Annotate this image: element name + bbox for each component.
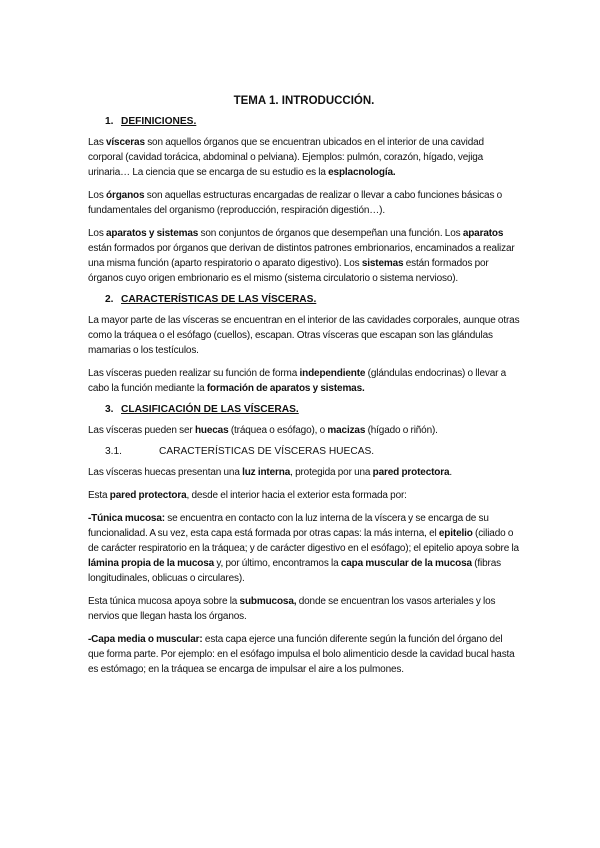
text-run: La mayor parte de las vísceras se encuentran en el interior de las cavidades corporales, aunque otras como la tráquea o el esófago (cuellos), escapan. Otras vísceras que escapan son las glándulas mamarias o los testículos.	[88, 315, 520, 356]
section-title: CARACTERÍSTICAS DE VÍSCERAS HUECAS.	[159, 446, 375, 457]
section-number: 3.	[105, 404, 114, 415]
bold-term: aparatos y sistemas	[106, 228, 199, 239]
paragraph	[88, 632, 520, 677]
text-run: , protegida por una	[290, 467, 373, 478]
text-run: (ciliado o de carácter respiratorio en la tráquea; y de carácter digestivo en el esófago); el epitelio apoya sobre la	[88, 528, 519, 554]
bold-term: pared protectora	[109, 490, 187, 501]
text-run: Los	[88, 190, 107, 201]
text-run: Las vísceras huecas presentan una	[88, 467, 243, 478]
text-run: están formados por órganos que derivan de distintos patrones embrionarios, encaminados a realizar una misma función (aparto respiratorio o aparato digestivo). Los	[88, 243, 515, 269]
paragraph	[88, 135, 520, 180]
section-number: 3.1.	[105, 446, 122, 457]
section-heading-caracteristicas	[105, 294, 520, 305]
text-run: Las	[88, 137, 107, 148]
bold-term: epitelio	[438, 528, 473, 539]
document-page	[88, 95, 520, 685]
text-run: Las vísceras pueden ser	[88, 425, 195, 436]
text-run: Los	[88, 228, 107, 239]
text-run: se encuentra en contacto con la luz interna de la víscera y se encarga de su funcionalidad. A su vez, esta capa está formada por otras capas: la más interna, el	[88, 513, 489, 539]
bold-term: -Túnica mucosa:	[88, 513, 165, 524]
section-title: DEFINICIONES.	[121, 116, 197, 127]
text-run: son conjuntos de órganos que desempeñan una función. Los	[198, 228, 463, 239]
bold-term: luz interna	[242, 467, 291, 478]
paragraph	[88, 313, 520, 358]
bold-term: aparatos	[462, 228, 504, 239]
text-run: Esta túnica mucosa apoya sobre la	[88, 596, 240, 607]
bold-term: independiente	[299, 368, 366, 379]
text-run: Las vísceras pueden realizar su función de forma	[88, 368, 300, 379]
paragraph	[88, 488, 520, 503]
paragraph	[88, 188, 520, 218]
bold-term: capa muscular de la mucosa	[340, 558, 472, 569]
bold-term: pared protectora	[372, 467, 450, 478]
bold-term: macizas	[327, 425, 366, 436]
bold-term: lámina propia de la mucosa	[88, 558, 215, 569]
text-run: , desde el interior hacia el exterior esta formada por:	[186, 490, 407, 501]
section-heading-definiciones	[105, 116, 520, 127]
bold-term: formación de aparatos y sistemas.	[206, 383, 365, 394]
bold-term: esplacnología.	[328, 167, 396, 178]
text-run: (hígado o riñón).	[365, 425, 438, 436]
text-run: (tráquea o esófago), o	[228, 425, 328, 436]
bold-term: sistemas	[361, 258, 404, 269]
text-run: .	[449, 467, 453, 478]
bold-term: submucosa,	[239, 596, 297, 607]
document-title: TEMA 1. INTRODUCCIÓN.	[233, 95, 375, 107]
paragraph	[88, 465, 520, 480]
text-run: son aquellas estructuras encargadas de realizar o llevar a cabo funciones básicas o fundamentales del organismo (reproducción, respiración digestión…).	[88, 190, 503, 216]
bold-term: órganos	[106, 190, 145, 201]
text-run: esta capa ejerce una función diferente según la función del órgano del que forma parte. Por ejemplo: en el esófago impulsa el bolo alimenticio desde la cavidad bucal hasta es estómago; en la tráquea se encarga de impulsar el aire a los pulmones.	[88, 634, 515, 675]
text-run: son aquellos órganos que se encuentran ubicados en el interior de una cavidad corporal (cavidad torácica, abdominal o pelviana). Ejemplos: pulmón, corazón, hígado, vejiga urinaria… La ciencia que se encarga de su estudio es la	[88, 137, 484, 178]
text-run: están formados por órganos cuyo origen embrionario es el mismo (sistema circulatorio o sistema nervioso).	[88, 258, 489, 284]
paragraph	[88, 366, 520, 396]
section-title: CARACTERÍSTICAS DE LAS VÍSCERAS.	[121, 294, 317, 305]
paragraph	[88, 423, 520, 438]
section-title: CLASIFICACIÓN DE LAS VÍSCERAS.	[121, 404, 299, 415]
subsection-heading-visceras-huecas	[105, 446, 520, 457]
text-run: Esta	[88, 490, 110, 501]
bold-term: vísceras	[106, 137, 145, 148]
text-run: y, por último, encontramos la	[214, 558, 341, 569]
paragraph	[88, 511, 520, 586]
text-run: (glándulas endocrinas) o llevar a cabo la función mediante la	[88, 368, 507, 394]
paragraph	[88, 226, 520, 286]
section-number: 1.	[105, 116, 114, 127]
section-heading-clasificacion	[105, 404, 520, 415]
text-run: donde se encuentran los vasos arteriales y los nervios que llegan hasta los órganos.	[88, 596, 496, 622]
bold-term: huecas	[194, 425, 229, 436]
text-run: (fibras longitudinales, oblicuas o circulares).	[88, 558, 501, 584]
bold-term: -Capa media o muscular:	[88, 634, 203, 645]
paragraph	[88, 594, 520, 624]
section-number: 2.	[105, 294, 114, 305]
